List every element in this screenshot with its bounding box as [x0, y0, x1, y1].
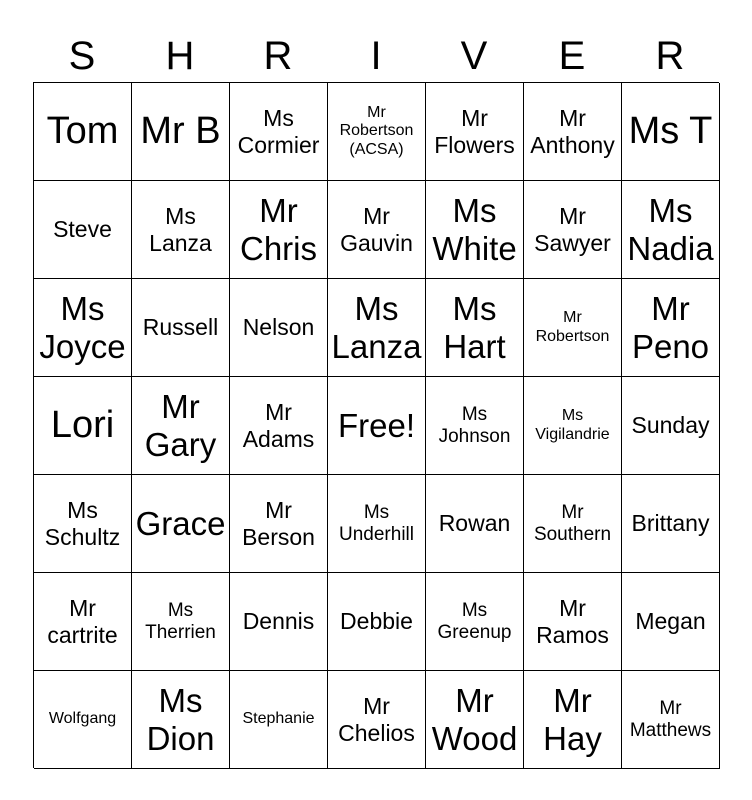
bingo-cell-text: Mr Peno — [631, 289, 710, 365]
bingo-cell[interactable] — [622, 475, 720, 573]
bingo-cell[interactable] — [34, 475, 132, 573]
header-letter: R — [263, 34, 293, 78]
bingo-cell[interactable] — [426, 573, 524, 671]
bingo-cell-text: Mr B — [140, 109, 221, 152]
bingo-cell[interactable] — [230, 181, 328, 279]
bingo-cell-text: Ms White — [432, 191, 517, 267]
bingo-cell[interactable] — [132, 377, 230, 475]
bingo-cell[interactable] — [524, 377, 622, 475]
bingo-cell[interactable] — [230, 671, 328, 769]
bingo-cell[interactable] — [622, 181, 720, 279]
bingo-cell[interactable] — [230, 83, 328, 181]
bingo-cell[interactable] — [34, 279, 132, 377]
bingo-cell[interactable] — [524, 83, 622, 181]
bingo-cell-text: Ms Schultz — [44, 497, 121, 550]
bingo-cell[interactable] — [426, 181, 524, 279]
bingo-cell[interactable] — [622, 377, 720, 475]
bingo-cell-text: Ms Cormier — [237, 105, 320, 158]
bingo-cell[interactable] — [622, 279, 720, 377]
bingo-cell-text: Mr Gauvin — [340, 203, 413, 256]
bingo-cell-text: Grace — [135, 504, 226, 542]
bingo-cell[interactable] — [328, 181, 426, 279]
bingo-cell[interactable] — [34, 181, 132, 279]
bingo-cell-text: Mr Sawyer — [534, 203, 611, 256]
bingo-cell-text: Ms Lanza — [331, 289, 422, 365]
bingo-cell[interactable] — [524, 573, 622, 671]
bingo-cell[interactable] — [622, 671, 720, 769]
bingo-cell[interactable] — [34, 573, 132, 671]
bingo-cell[interactable] — [524, 279, 622, 377]
bingo-cell[interactable] — [132, 671, 230, 769]
bingo-cell-text: Mr Adams — [242, 399, 315, 452]
bingo-cell-text: Sunday — [631, 412, 710, 439]
bingo-cell-text: Mr Gary — [144, 387, 217, 463]
bingo-cell[interactable] — [132, 279, 230, 377]
bingo-cell-text: Ms Vigilandrie — [535, 407, 610, 443]
bingo-cell[interactable] — [426, 279, 524, 377]
bingo-cell[interactable] — [426, 475, 524, 573]
bingo-cell[interactable] — [132, 83, 230, 181]
bingo-cell[interactable] — [132, 475, 230, 573]
bingo-cell-text: Rowan — [438, 510, 511, 537]
bingo-cell-text: Ms Greenup — [437, 599, 512, 643]
bingo-cell-text: Ms Joyce — [39, 289, 126, 365]
bingo-cell[interactable] — [524, 181, 622, 279]
bingo-cell[interactable] — [132, 573, 230, 671]
bingo-cell-text: Debbie — [340, 608, 413, 635]
bingo-cell[interactable] — [328, 573, 426, 671]
header-letter: I — [370, 34, 382, 78]
bingo-cell-text: Free! — [337, 406, 416, 444]
bingo-cell[interactable] — [230, 377, 328, 475]
bingo-cell-text: Brittany — [631, 510, 710, 537]
bingo-cell[interactable] — [524, 671, 622, 769]
bingo-cell-text: Ms T — [628, 109, 713, 152]
bingo-cell[interactable] — [622, 83, 720, 181]
bingo-cell-text: Mr Chris — [239, 191, 317, 267]
bingo-cell[interactable] — [426, 671, 524, 769]
bingo-cell-text: Mr Southern — [533, 501, 612, 545]
bingo-cell-text: Mr Wood — [431, 681, 518, 757]
bingo-cell-text: Ms Hart — [443, 289, 506, 365]
bingo-cell-text: Russell — [142, 314, 219, 341]
bingo-cell[interactable] — [622, 573, 720, 671]
bingo-cell-text: Mr Chelios — [338, 693, 415, 746]
bingo-cell[interactable] — [328, 83, 426, 181]
bingo-cell-text: Mr Berson — [242, 497, 315, 550]
bingo-cell[interactable] — [524, 475, 622, 573]
header-letter: H — [165, 34, 195, 78]
bingo-cell[interactable] — [132, 181, 230, 279]
bingo-cell[interactable] — [34, 377, 132, 475]
bingo-cell-text: Dennis — [242, 608, 315, 635]
bingo-cell[interactable] — [230, 475, 328, 573]
bingo-cell-text: Mr Matthews — [629, 697, 712, 741]
bingo-cell-text: Ms Lanza — [149, 203, 212, 256]
header-letter: V — [460, 34, 488, 78]
bingo-cell-text: Megan — [635, 608, 706, 635]
bingo-cell-text: Ms Johnson — [438, 403, 511, 447]
header-letter: S — [68, 34, 96, 78]
bingo-cell-text: Mr Hay — [543, 681, 602, 757]
bingo-cell[interactable] — [328, 671, 426, 769]
bingo-cell-text: Mr Anthony — [530, 105, 615, 158]
bingo-cell[interactable] — [328, 377, 426, 475]
bingo-cell-text: Wolfgang — [48, 710, 117, 728]
bingo-cell-text: Nelson — [242, 314, 315, 341]
bingo-cell-text: Lori — [50, 403, 115, 446]
bingo-cell-text: Ms Nadia — [627, 191, 714, 267]
bingo-grid — [33, 82, 719, 768]
bingo-cell[interactable] — [230, 279, 328, 377]
bingo-header — [33, 30, 719, 82]
bingo-cell[interactable] — [34, 83, 132, 181]
bingo-cell-text: Mr cartrite — [47, 595, 118, 648]
bingo-cell-text: Steve — [53, 216, 112, 243]
bingo-cell[interactable] — [328, 279, 426, 377]
bingo-cell[interactable] — [34, 671, 132, 769]
bingo-cell-text: Mr Robertson (ACSA) — [339, 103, 414, 158]
bingo-cell-text: Ms Therrien — [145, 599, 216, 643]
bingo-cell-text: Mr Flowers — [434, 105, 515, 158]
bingo-cell-text: Ms Dion — [146, 681, 215, 757]
bingo-cell-text: Mr Ramos — [536, 595, 609, 648]
bingo-cell[interactable] — [426, 377, 524, 475]
bingo-cell-text: Tom — [46, 109, 119, 152]
header-letter: R — [655, 34, 685, 78]
bingo-cell[interactable] — [230, 573, 328, 671]
bingo-cell[interactable] — [426, 83, 524, 181]
header-letter: E — [558, 34, 586, 78]
bingo-cell-text: Mr Robertson — [535, 309, 610, 345]
bingo-cell-text: Ms Underhill — [339, 501, 414, 545]
bingo-cell-text: Stephanie — [242, 710, 315, 728]
bingo-cell[interactable] — [328, 475, 426, 573]
